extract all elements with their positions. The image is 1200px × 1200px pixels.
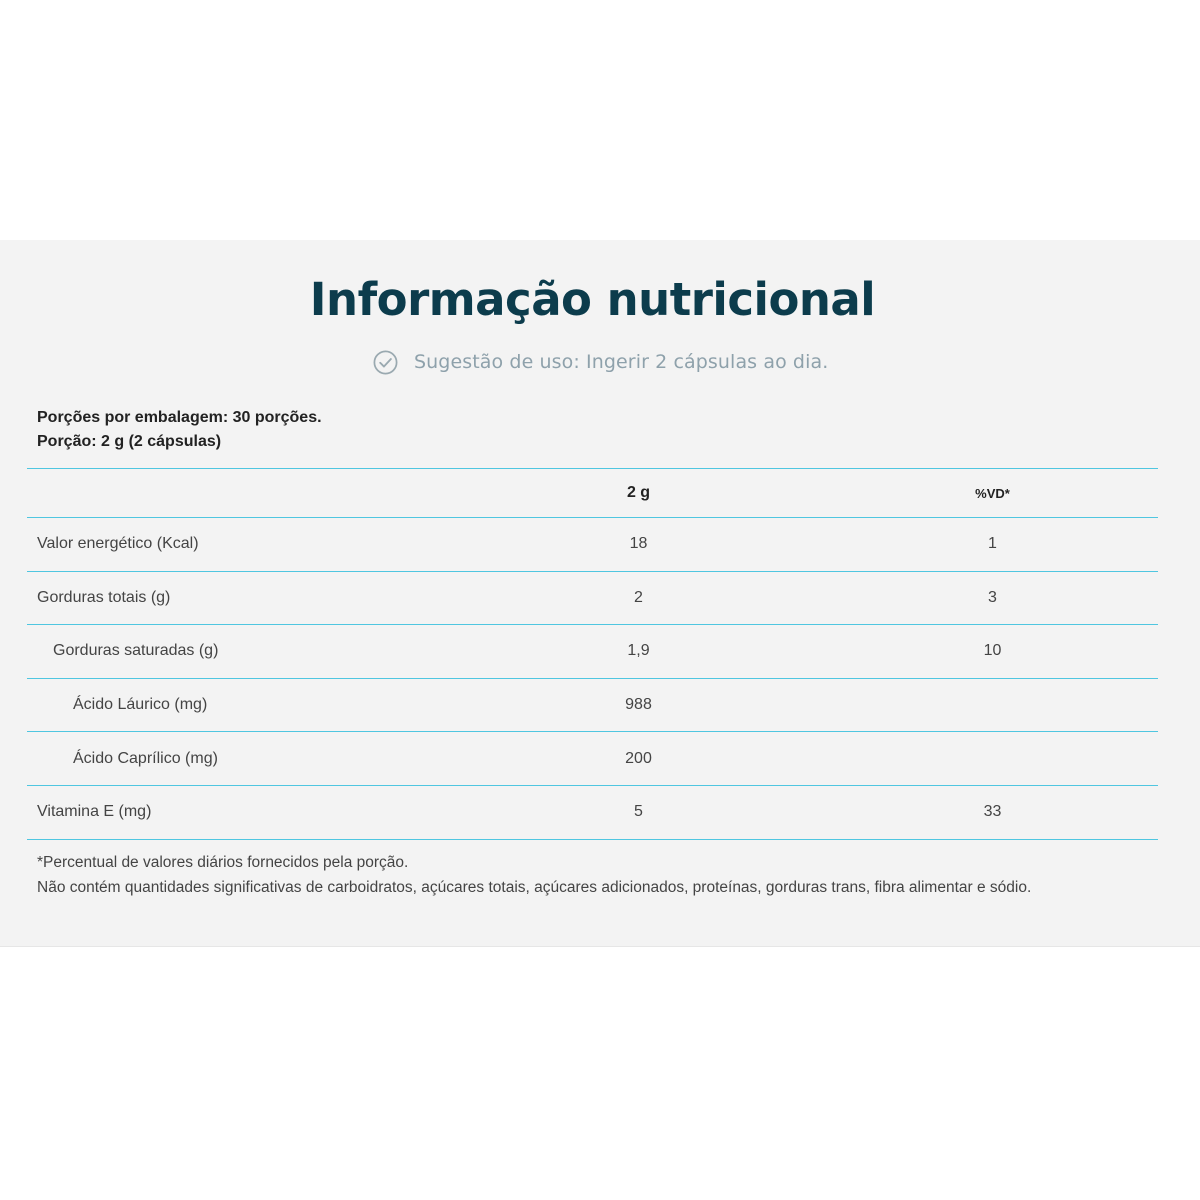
page-title: Informação nutricional <box>309 273 876 326</box>
table-row <box>27 732 1158 786</box>
table-row <box>27 625 1158 679</box>
nutrient-daily-value: 3 <box>827 571 1158 625</box>
usage-text: Sugestão de uso: Ingerir 2 cápsulas ao dia. <box>414 351 829 373</box>
column-header-amount: 2 g <box>450 469 827 518</box>
table-row <box>27 571 1158 625</box>
table-header-row <box>27 469 1158 518</box>
table-row <box>27 678 1158 732</box>
portion-size: Porção: 2 g (2 cápsulas) <box>37 433 222 450</box>
nutrient-amount: 200 <box>450 732 827 786</box>
nutrient-amount: 2 <box>450 571 827 625</box>
table-row <box>27 518 1158 572</box>
nutrient-name: Gorduras saturadas (g) <box>27 625 450 679</box>
nutrition-table <box>27 468 1158 840</box>
nutrient-amount: 988 <box>450 678 827 732</box>
nutrient-name: Gorduras totais (g) <box>27 571 450 625</box>
serving-info <box>37 406 322 454</box>
nutrient-daily-value: 1 <box>827 518 1158 572</box>
nutrient-amount: 1,9 <box>450 625 827 679</box>
nutrient-daily-value: 33 <box>827 785 1158 839</box>
column-header-nutrient <box>27 469 450 518</box>
usage-suggestion <box>372 346 828 378</box>
footnote-daily-value: *Percentual de valores diários fornecidos pela porção. <box>37 854 409 871</box>
nutrient-amount: 5 <box>450 785 827 839</box>
nutrient-daily-value <box>827 732 1158 786</box>
nutrient-daily-value <box>827 678 1158 732</box>
nutrient-amount: 18 <box>450 518 827 572</box>
nutrient-name: Valor energético (Kcal) <box>27 518 450 572</box>
nutrient-daily-value: 10 <box>827 625 1158 679</box>
table-row <box>27 785 1158 839</box>
footnote-not-significant: Não contém quantidades significativas de carboidratos, açúcares totais, açúcares adicionados, proteínas, gorduras trans, fibra alimentar e sódio. <box>37 879 1032 896</box>
nutrient-name: Vitamina E (mg) <box>27 785 450 839</box>
footnotes <box>37 850 1031 900</box>
check-circle-icon <box>372 349 399 376</box>
nutrient-name: Ácido Láurico (mg) <box>27 678 450 732</box>
column-header-daily-value: %VD* <box>827 469 1158 518</box>
nutrient-name: Ácido Caprílico (mg) <box>27 732 450 786</box>
portions-per-package: Porções por embalagem: 30 porções. <box>37 409 322 426</box>
